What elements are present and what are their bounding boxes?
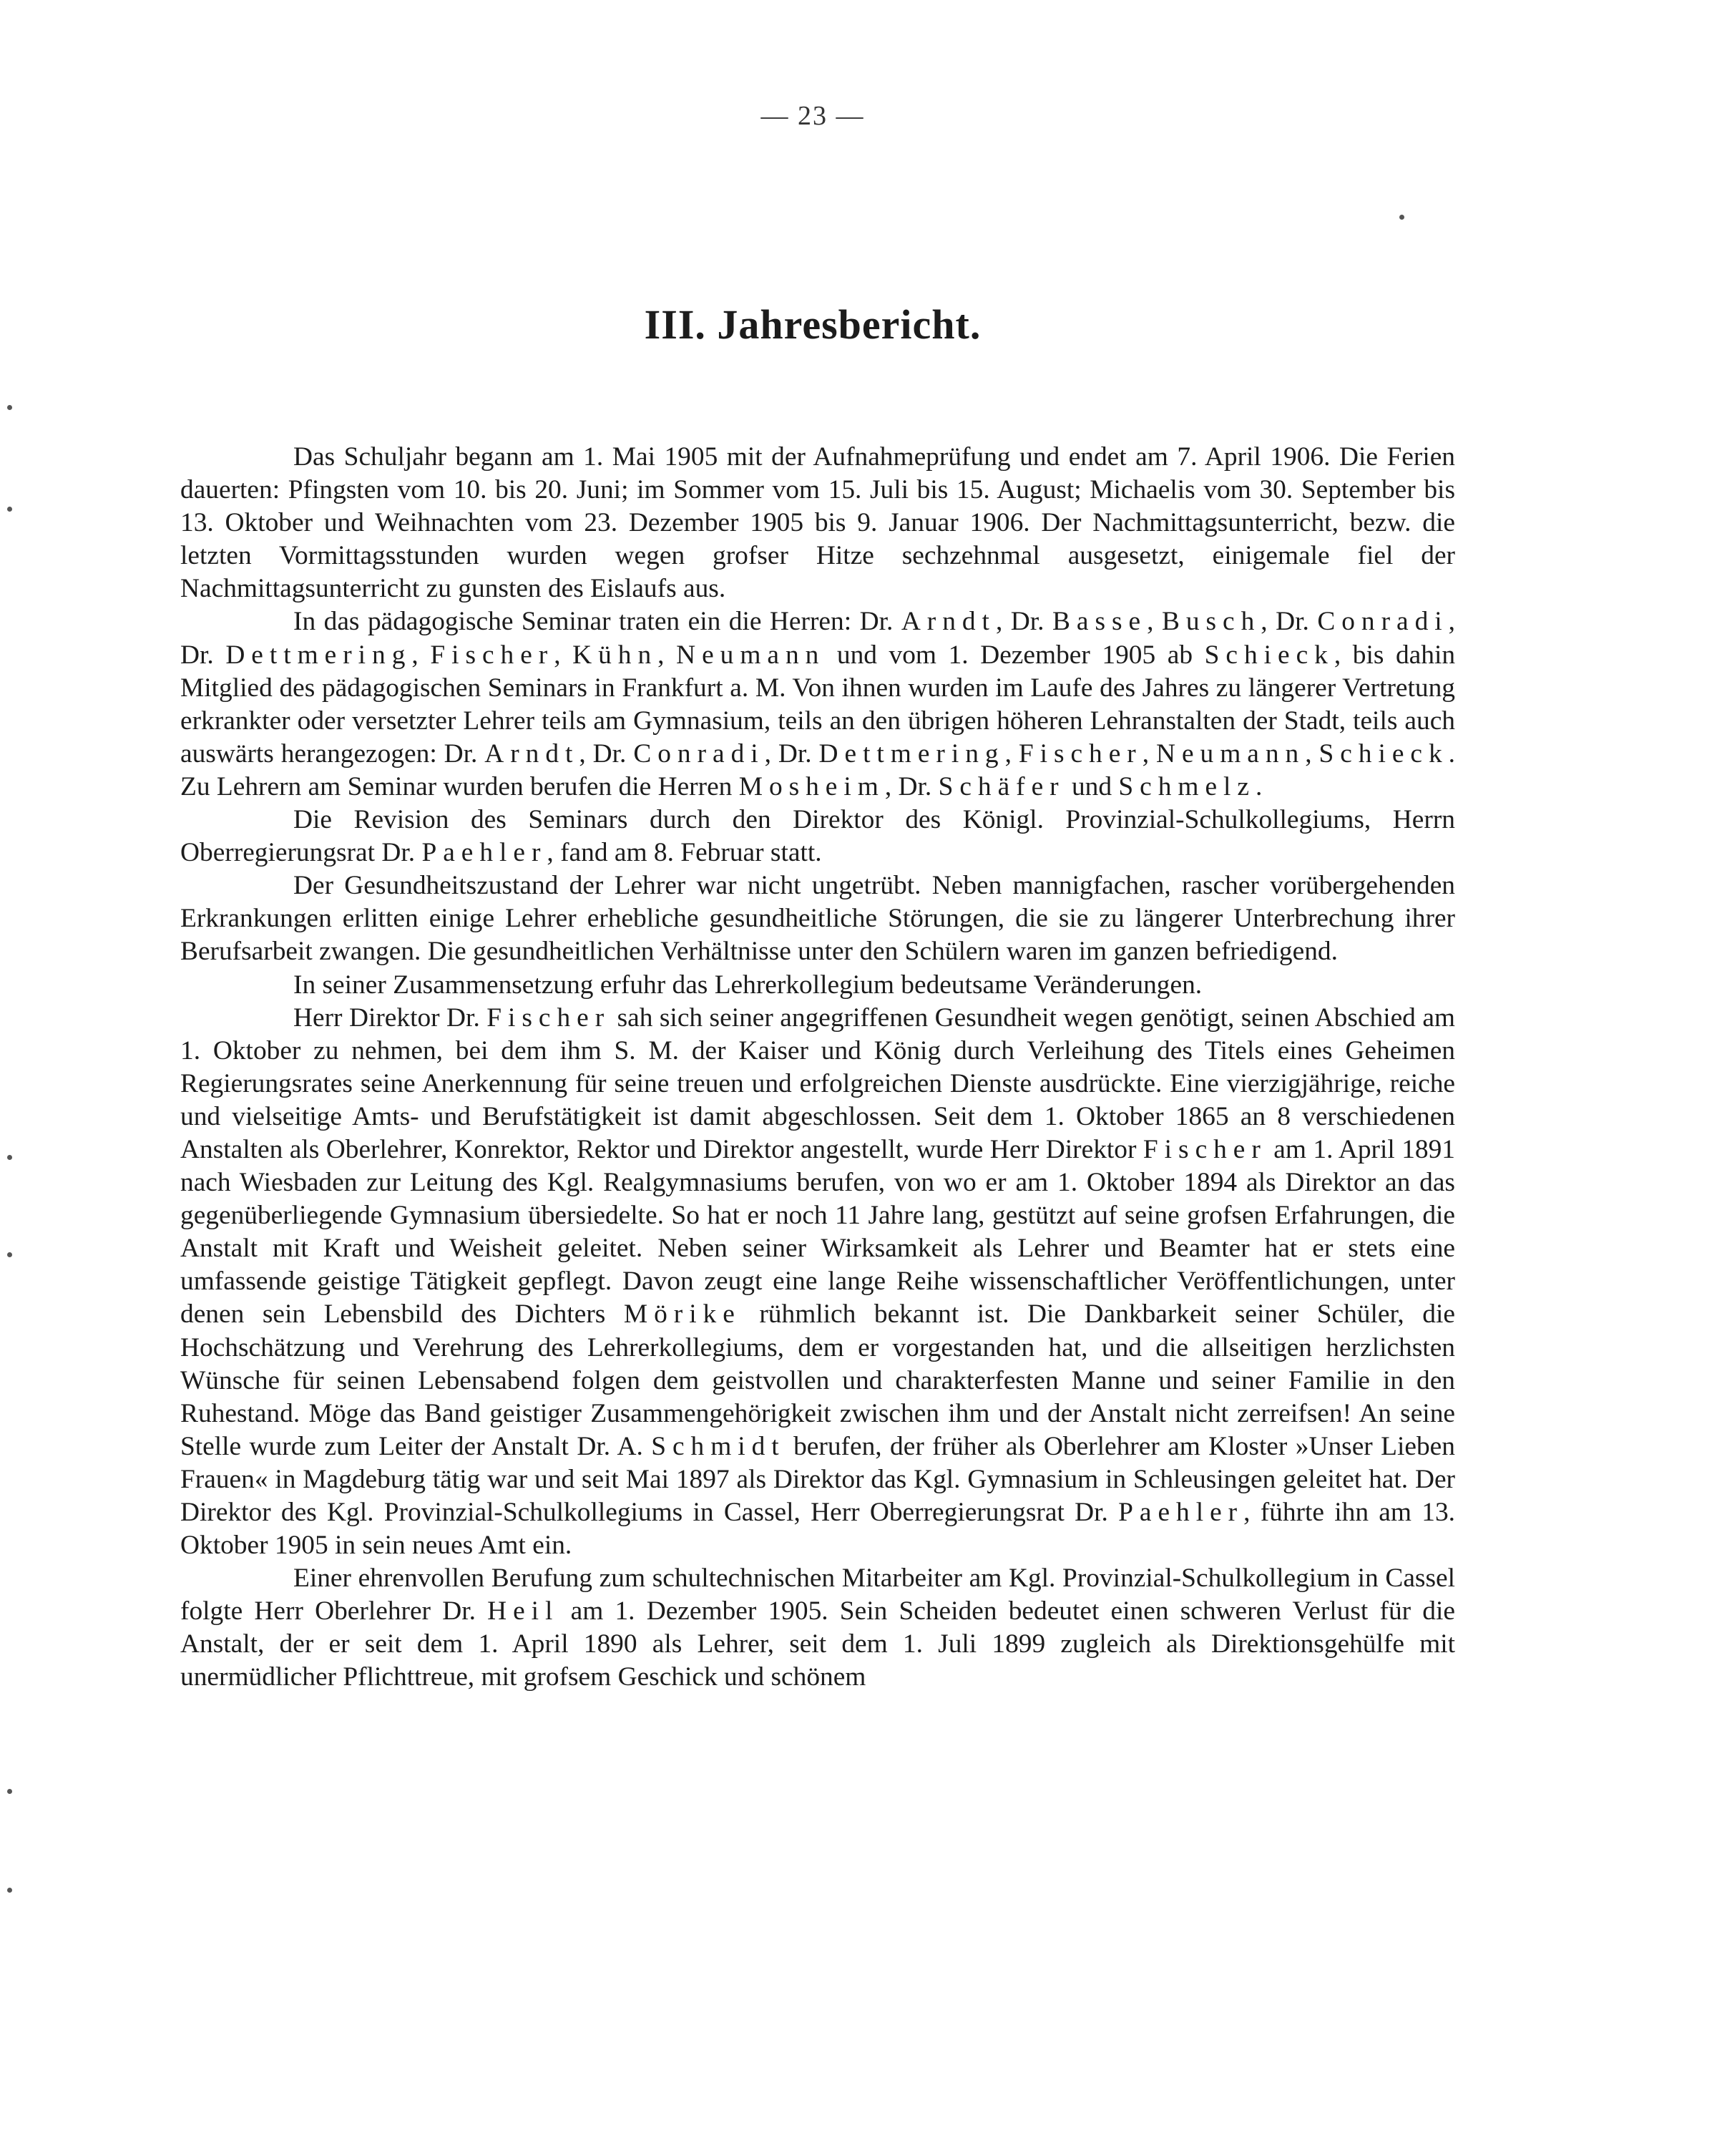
name-busch: Busch — [1161, 607, 1261, 637]
paragraph-school-year — [180, 441, 1455, 605]
name-mosheim: Mosheim — [738, 771, 885, 801]
name-arndt: Arndt — [901, 607, 996, 637]
name-neumann: Neumann — [676, 640, 826, 670]
name-paehler: Paehler — [421, 838, 547, 868]
name-fischer: Fischer — [486, 1003, 611, 1033]
name-basse: Basse — [1052, 607, 1148, 637]
name-schieck: Schieck — [1204, 640, 1334, 670]
scan-speck — [7, 405, 12, 410]
paragraph-seminar: In das pädagogische Seminar traten ein die Herren: Dr. Arndt, Dr. Basse, Busch, Dr. Conradi, Dr. Dettmering, Fischer, Kühn, Neumann und vom 1. Dezember 1905 ab Schieck, bis dahin Mitglied des pädagogischen Seminars in Frankfurt a. M. Von ihnen wurden im Laufe des Jahres zu längerer Vertretung erkrankter oder versetzter Lehrer teils am Gymnasium, teils an den übrigen höheren Lehranstalten der Stadt, teils auch auswärts herangezogen: Dr. Arndt, Dr. Conradi, Dr. Dettmering, Fischer, Neumann, Schieck. Zu Lehrern am Seminar wurden berufen die Herren Mosheim, Dr. Schäfer und Schmelz. — [180, 607, 1456, 801]
scan-speck — [7, 1155, 12, 1160]
scan-speck — [7, 1888, 12, 1893]
name-schieck: Schieck — [1318, 738, 1449, 769]
scan-speck — [7, 1252, 12, 1257]
scan-speck — [7, 1789, 12, 1794]
name-dettmering: Dettmering — [225, 640, 412, 670]
name-neumann: Neumann — [1156, 738, 1306, 769]
name-kuehn: Kühn — [572, 640, 658, 670]
name-schmidt: Schmidt — [651, 1431, 786, 1461]
name-arndt: Arndt — [484, 738, 579, 769]
paragraph-revision: Die Revision des Seminars durch den Direktor des Königl. Provinzial-Schulkollegiums, Herrn Oberregierungsrat Dr. Paehler, fand am 8. Februar statt. — [180, 805, 1455, 868]
name-conradi: Conradi — [633, 738, 765, 769]
name-schaefer: Schäfer — [938, 771, 1065, 801]
name-conradi: Conradi — [1317, 607, 1449, 637]
paragraph-heil: Einer ehrenvollen Berufung zum schultechnischen Mitarbeiter am Kgl. Provinzial-Schulkollegium in Cassel folgte Herr Oberlehrer Dr. Heil am 1. Dezember 1905. Sein Scheiden bedeutet einen schweren Verlust für die Anstalt, der er seit dem 1. April 1890 als Lehrer, seit dem 1. Juli 1899 zugleich als Direktionsgehülfe mit unermüdlicher Pflichttreue, mit grofsem Geschick und schönem — [180, 1564, 1455, 1692]
name-fischer: Fischer — [1143, 1134, 1267, 1164]
scan-speck — [1399, 215, 1404, 220]
scan-speck — [7, 507, 12, 512]
paragraph-staff-changes: In seiner Zusammensetzung erfuhr das Lehrerkollegium bedeutsame Veränderungen. — [293, 970, 1203, 1000]
name-fischer: Fischer — [1018, 738, 1143, 769]
text-run: Das Schuljahr begann am 1. Mai 1905 mit der Aufnahmeprüfung und endet am 7. April 1906. Die Ferien dauerten: Pfingsten vom 10. bis 20. Juni; im Sommer vom 15. Juli bis 15. August; Michaelis vom 30. September bis 13. Oktober und Weihnachten vom 23. Dezember 1905 bis 9. Januar 1906. Der Nachmittagsunterricht, bezw. die letzten Vormittagsstunden wurden wegen grofser Hitze sechzehnmal ausgesetzt, einigemale fiel der Nachmittagsunterricht zu gunsten des Eislaufs aus. — [180, 442, 1455, 604]
chapter-title: III. Jahresbericht. — [644, 301, 982, 348]
name-schmelz: Schmelz — [1118, 771, 1256, 801]
paragraph-health: Der Gesundheitszustand der Lehrer war nicht ungetrübt. Neben mannigfachen, rascher vorübergehenden Erkrankungen erlitten einige Lehrer erhebliche gesundheitliche Störungen, die sie zu längerer Unterbrechung ihrer Berufsarbeit zwangen. Die gesundheitlichen Verhältnisse unter den Schülern waren im ganzen befriedigend. — [180, 871, 1455, 967]
name-moerike: Mörike — [623, 1299, 741, 1330]
name-dettmering: Dettmering — [818, 738, 1005, 769]
name-heil: Heil — [487, 1596, 559, 1626]
body-text — [180, 441, 1455, 1694]
paragraph-director: Herr Direktor Dr. Fischer sah sich seiner angegriffenen Gesundheit wegen genötigt, seinen Abschied am 1. Oktober zu nehmen, bei dem ihm S. M. der Kaiser und König durch Verleihung des Titels eines Geheimen Regierungsrates seine Anerkennung für seine treuen und erfolgreichen Dienste ausdrückte. Eine vierzigjährige, reiche und vielseitige Amts- und Berufstätigkeit ist damit abgeschlossen. Seit dem 1. Oktober 1865 an 8 verschiedenen Anstalten als Oberlehrer, Konrektor, Rektor und Direktor angestellt, wurde Herr Direktor Fischer am 1. April 1891 nach Wiesbaden zur Leitung des Kgl. Realgymnasiums berufen, von wo er am 1. Oktober 1894 als Direktor an das gegenüberliegende Gymnasium übersiedelte. So hat er noch 11 Jahre lang, gestützt auf seine grofsen Erfahrungen, die Anstalt mit Kraft und Weisheit geleitet. Neben seiner Wirksamkeit als Lehrer und Beamter hat er stets eine umfassende geistige Tätigkeit gepflegt. Davon zeugt eine lange Reihe wissenschaftlicher Veröffentlichungen, unter denen sein Lebensbild des Dichters Mörike rühmlich bekannt ist. Die Dankbarkeit seiner Schüler, die Hochschätzung und Verehrung des Lehrerkollegiums, dem er vorgestanden hat, und die allseitigen herzlichsten Wünsche für seinen Lebensabend folgen dem geistvollen und charakterfesten Manne und seiner Familie in den Ruhestand. Möge das Band geistiger Zusammengehörigkeit zwischen ihm und der Anstalt nicht zerreifsen! An seine Stelle wurde zum Leiter der Anstalt Dr. A. Schmidt berufen, der früher als Oberlehrer am Kloster »Unser Lieben Frauen« in Magdeburg tätig war und seit Mai 1897 als Direktor das Kgl. Gymnasium in Schleusingen geleitet hat. Der Direktor des Kgl. Provinzial-Schulkollegiums in Cassel, Herr Oberregierungsrat Dr. Paehler, führte ihn am 13. Oktober 1905 in sein neues Amt ein. — [180, 1003, 1456, 1561]
name-paehler: Paehler — [1118, 1498, 1244, 1527]
page-number: — 23 — — [760, 101, 865, 131]
name-fischer: Fischer — [430, 640, 554, 670]
